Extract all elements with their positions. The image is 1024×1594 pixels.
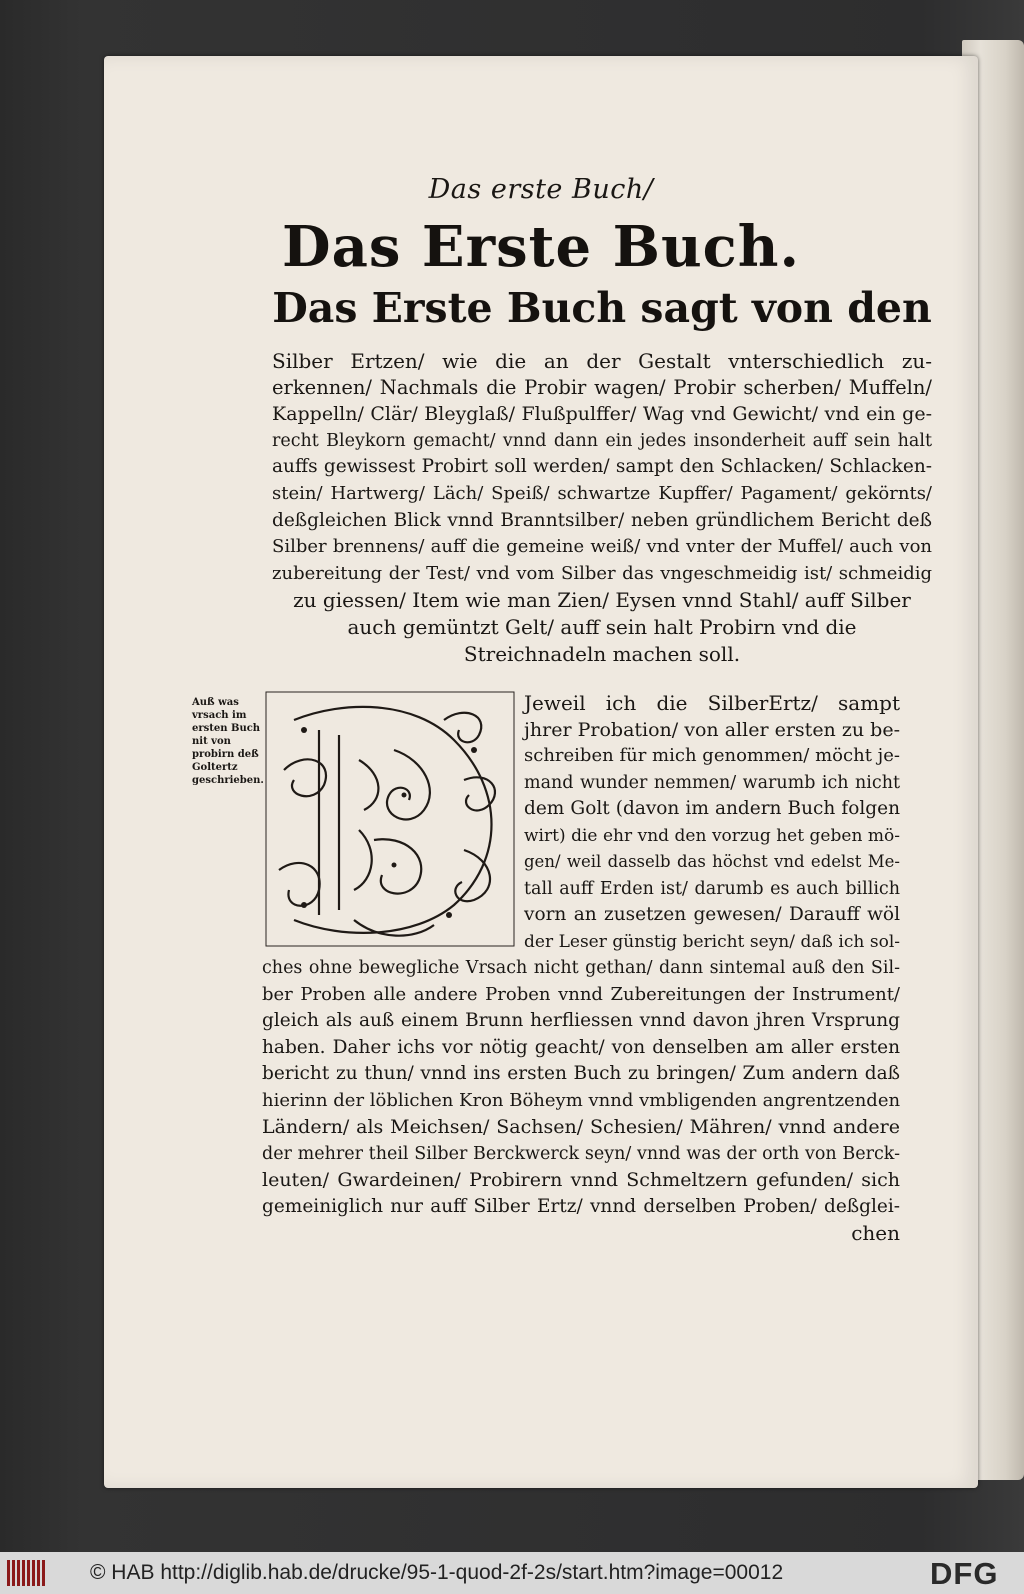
body-line: tall auff Erden ist/ darumb es auch billich — [524, 878, 900, 899]
body-line: mand wunder nemmen/ warumb ich nicht — [524, 772, 900, 793]
body-text-full-width — [262, 955, 900, 1247]
summary-line: Streichnadeln machen soll. — [463, 641, 741, 666]
body-line: gemeiniglich nur auff Silber Ertz/ vnnd derselben Proben/ deßglei- — [262, 1195, 900, 1217]
body-line: gen/ weil dasselb das höchst vnd edelst Me- — [524, 852, 900, 871]
summary-line: Silber Ertzen/ wie die an der Gestalt vnterschiedlich zu- — [272, 349, 932, 373]
body-line: haben. Daher ichs vor nötig geacht/ von denselben am aller ersten — [262, 1036, 900, 1058]
source-link[interactable]: © HAB http://diglib.hab.de/drucke/95-1-quod-2f-2s/start.htm?image=00012 — [90, 1561, 784, 1584]
book-title: Das Erste Buch. — [282, 214, 800, 280]
body-line: leuten/ Gwardeinen/ Probirern vnnd Schmeltzern gefunden/ sich — [262, 1169, 900, 1191]
summary-line: Kappelln/ Clär/ Bleyglaß/ Flußpulffer/ Wag vnd Gewicht/ vnd ein ge- — [272, 403, 932, 426]
hab-logo-icon — [6, 1558, 46, 1588]
summary-line: erkennen/ Nachmals die Probir wagen/ Probir scherben/ Muffeln/ — [272, 375, 932, 399]
body-line: Ländern/ als Meichsen/ Sachsen/ Schesien/ Mähren/ vnnd andere — [262, 1116, 900, 1138]
body-line: hierinn der löblichen Kron Böheym vnnd vmbligenden angrentzenden — [262, 1089, 901, 1111]
body-line: der mehrer theil Silber Berckwerck seyn/ vnnd was der orth von Berck- — [262, 1143, 900, 1164]
margin-note: Auß was vrsach im ersten Buch nit von probirn deß Goltertz geschrieben. — [192, 697, 264, 786]
body-line: ber Proben alle andere Proben vnnd Zubereitungen der Instrument/ — [262, 983, 900, 1005]
body-line: schreiben für mich genommen/ möcht je- — [524, 745, 900, 766]
body-text-beside-initial — [524, 690, 900, 955]
body-line: der Leser günstig bericht seyn/ daß ich sol- — [524, 931, 900, 952]
book-page — [104, 56, 978, 1488]
body-line: jhrer Probation/ von aller ersten zu be- — [524, 718, 900, 741]
chapter-summary — [272, 348, 932, 667]
running-head: Das erste Buch/ — [428, 174, 654, 205]
summary-line: auffs gewissest Probirt soll werden/ sampt den Schlacken/ Schlacken- — [272, 456, 932, 478]
catchword: chen — [851, 1221, 900, 1245]
summary-line: recht Bleykorn gemacht/ vnnd dann ein jedes insonderheit auff sein halt — [272, 430, 932, 451]
body-line: wirt) die ehr vnd den vorzug het geben mö- — [524, 825, 900, 846]
body-line: Jeweil ich die SilberErtz/ sampt — [524, 691, 900, 715]
summary-line: stein/ Hartwerg/ Läch/ Speiß/ schwartze Kupffer/ Pagament/ gekörnts/ — [272, 482, 932, 504]
dfg-logo: DFG — [930, 1556, 999, 1591]
decorated-initial-d — [264, 690, 516, 948]
summary-line: auch gemüntzt Gelt/ auff sein halt Probirn vnd die — [347, 614, 857, 639]
summary-line: zubereitung der Test/ vnd vom Silber das vngeschmeidig ist/ schmeidig — [272, 562, 932, 584]
footer-bar — [0, 1552, 1024, 1594]
chapter-title: Das Erste Buch sagt von den — [272, 284, 932, 332]
summary-line: Silber brennens/ auff die gemeine weiß/ vnd vnter der Muffel/ auch von — [272, 536, 932, 558]
body-line: bericht zu thun/ vnnd ins ersten Buch zu bringen/ Zum andern daß — [262, 1063, 900, 1084]
summary-line: zu giessen/ Item wie man Zien/ Eysen vnnd Stahl/ auff Silber — [293, 588, 911, 613]
body-line: gleich als auß einem Brunn herfliessen vnnd davon jhren Vrsprung — [262, 1010, 900, 1031]
body-line: vorn an zusetzen gewesen/ Darauff wöl — [524, 904, 900, 925]
summary-line: deßgleichen Blick vnnd Branntsilber/ neben gründlichem Bericht deß — [272, 509, 932, 531]
body-line: ches ohne bewegliche Vrsach nicht gethan/ dann sintemal auß den Sil- — [262, 958, 900, 978]
body-line: dem Golt (davon im andern Buch folgen — [524, 798, 900, 819]
